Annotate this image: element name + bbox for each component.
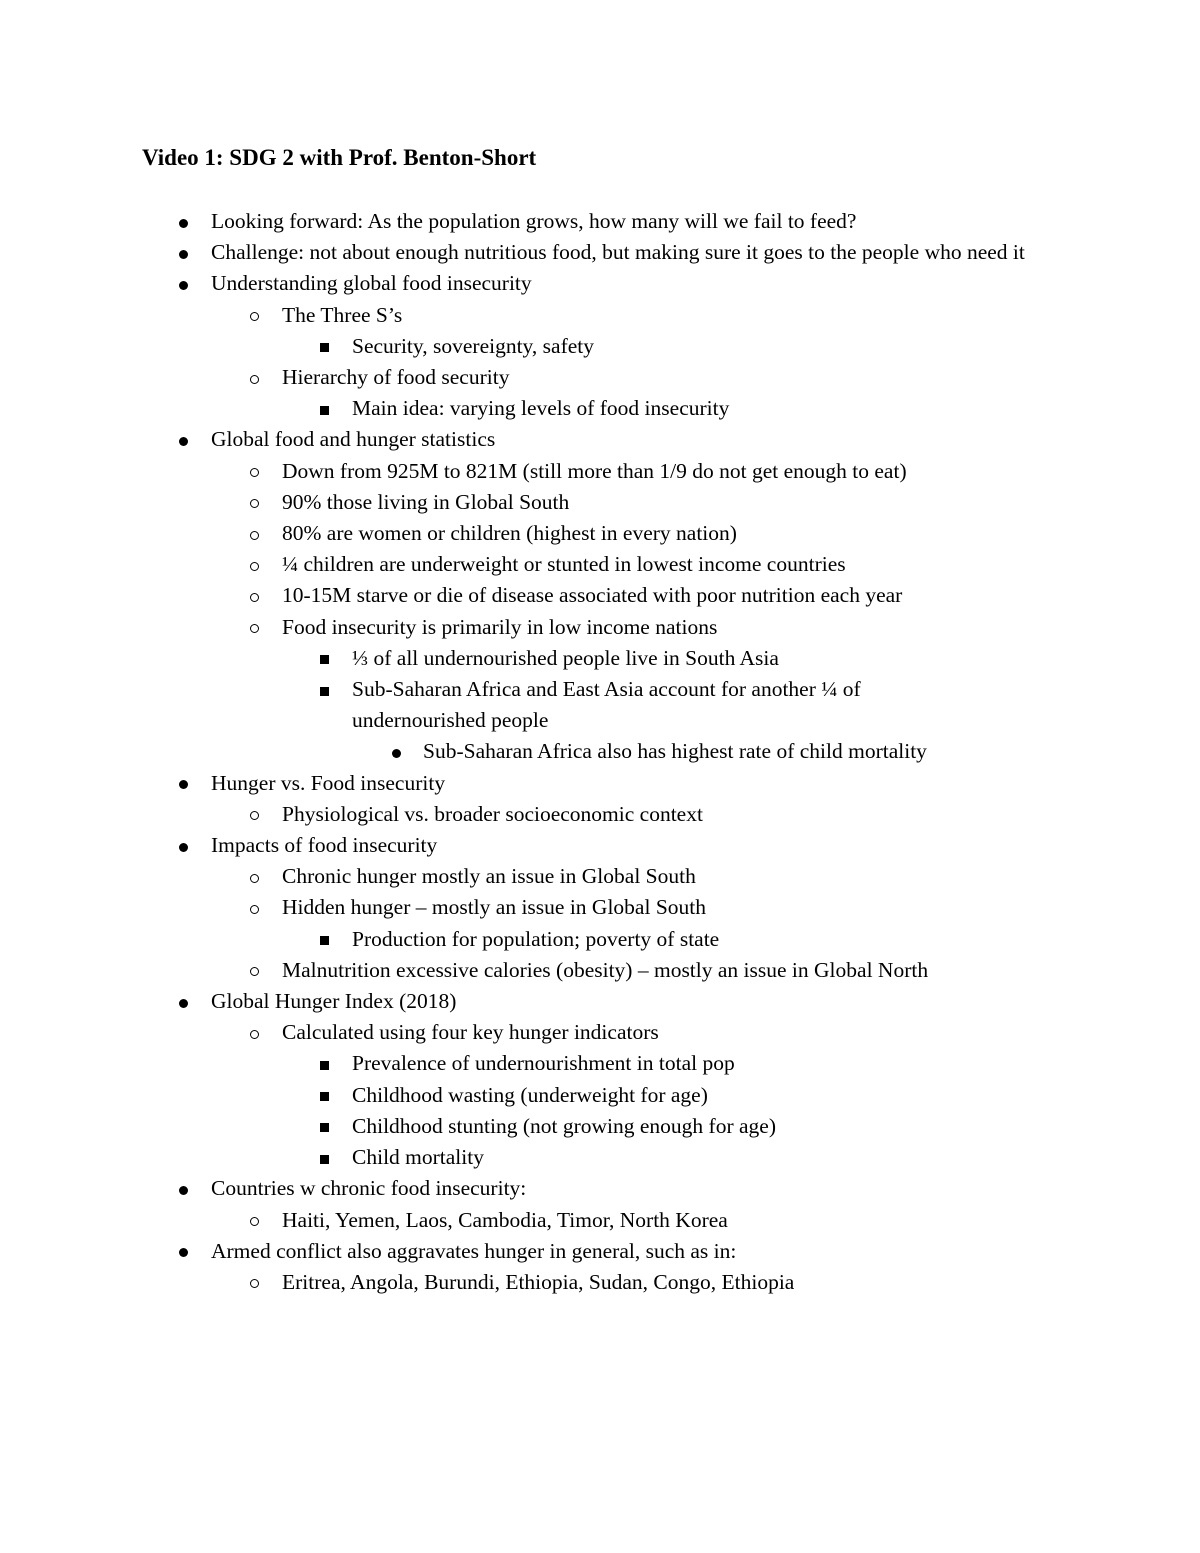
- list-item-text: Countries w chronic food insecurity:: [211, 1176, 527, 1201]
- list-item-text: Sub-Saharan Africa and East Asia account for another ¼ of undernourished people: [352, 677, 861, 733]
- filled-square-bullet-icon: [320, 1048, 329, 1079]
- list-item: [0, 1173, 1200, 1204]
- list-item: [0, 1267, 1200, 1298]
- filled-square-bullet-icon: [320, 1142, 329, 1173]
- list-item-text: Childhood stunting (not growing enough for age): [352, 1113, 776, 1138]
- hollow-circle-bullet-icon: [250, 612, 259, 643]
- filled-square-bullet-icon: [320, 393, 329, 424]
- list-item: [0, 331, 1200, 362]
- list-item-text: The Three S’s: [282, 302, 403, 327]
- filled-square-bullet-icon: [320, 674, 329, 705]
- hollow-circle-bullet-icon: [250, 861, 259, 892]
- list-item-text: Production for population; poverty of state: [352, 926, 720, 951]
- list-item: [0, 674, 1200, 736]
- list-item: [0, 612, 1200, 643]
- filled-circle-bullet-icon: [179, 424, 188, 455]
- filled-square-bullet-icon: [320, 1080, 329, 1111]
- filled-circle-bullet-icon: [179, 206, 188, 237]
- list-item: [0, 300, 1200, 331]
- filled-circle-bullet-icon: [179, 1173, 188, 1204]
- list-item-text: Hidden hunger – mostly an issue in Global South: [282, 895, 706, 920]
- list-item: [0, 799, 1200, 830]
- filled-square-bullet-icon: [320, 331, 329, 362]
- list-item: [0, 1205, 1200, 1236]
- list-item: [0, 924, 1200, 955]
- list-item: [0, 1080, 1200, 1111]
- hollow-circle-bullet-icon: [250, 955, 259, 986]
- list-item: [0, 861, 1200, 892]
- list-item-text: Hierarchy of food security: [282, 365, 510, 390]
- filled-circle-bullet-icon: [179, 768, 188, 799]
- list-item-text: Armed conflict also aggravates hunger in general, such as in:: [211, 1238, 737, 1263]
- hollow-circle-bullet-icon: [250, 892, 259, 923]
- list-item-text: Physiological vs. broader socioeconomic context: [282, 801, 703, 826]
- filled-circle-bullet-icon: [179, 986, 188, 1017]
- list-item-text: Prevalence of undernourishment in total pop: [352, 1051, 735, 1076]
- list-item-text: Global Hunger Index (2018): [211, 989, 457, 1014]
- list-item: [0, 1236, 1200, 1267]
- hollow-circle-bullet-icon: [250, 456, 259, 487]
- list-item-text: ⅓ of all undernourished people live in South Asia: [352, 645, 779, 670]
- hollow-circle-bullet-icon: [250, 362, 259, 393]
- list-item: [0, 892, 1200, 923]
- list-item: [0, 1048, 1200, 1079]
- hollow-circle-bullet-icon: [250, 487, 259, 518]
- filled-circle-bullet-icon: [179, 268, 188, 299]
- list-item: [0, 580, 1200, 611]
- list-item: [0, 986, 1200, 1017]
- list-item: [0, 955, 1200, 986]
- list-item-text: Security, sovereignty, safety: [352, 333, 595, 358]
- list-item: [0, 830, 1200, 861]
- list-item-text: Haiti, Yemen, Laos, Cambodia, Timor, North Korea: [282, 1207, 728, 1232]
- filled-circle-bullet-icon: [179, 1236, 188, 1267]
- list-item-text: Food insecurity is primarily in low income nations: [282, 614, 718, 639]
- list-item-text: Eritrea, Angola, Burundi, Ethiopia, Sudan, Congo, Ethiopia: [282, 1269, 795, 1294]
- list-item: [0, 518, 1200, 549]
- list-item-text: Global food and hunger statistics: [211, 427, 496, 452]
- list-item-text: Main idea: varying levels of food insecurity: [352, 396, 730, 421]
- list-item-text: 90% those living in Global South: [282, 489, 570, 514]
- list-item-text: Malnutrition excessive calories (obesity) – mostly an issue in Global North: [282, 957, 929, 982]
- hollow-circle-bullet-icon: [250, 799, 259, 830]
- list-item-text: 80% are women or children (highest in every nation): [282, 521, 737, 546]
- hollow-circle-bullet-icon: [250, 1267, 259, 1298]
- list-item: [0, 1111, 1200, 1142]
- filled-square-bullet-icon: [320, 1111, 329, 1142]
- list-item-text: Looking forward: As the population grows, how many will we fail to feed?: [211, 209, 857, 233]
- list-item-text: Child mortality: [352, 1145, 484, 1170]
- outline-list: [0, 206, 1200, 1298]
- hollow-circle-bullet-icon: [250, 549, 259, 580]
- list-item: [0, 1142, 1200, 1173]
- list-item: [0, 424, 1200, 455]
- list-item-text: ¼ children are underweight or stunted in lowest income countries: [282, 552, 846, 577]
- filled-square-bullet-icon: [320, 924, 329, 955]
- list-item: [0, 643, 1200, 674]
- list-item: [0, 736, 1200, 767]
- hollow-circle-bullet-icon: [250, 1017, 259, 1048]
- list-item: [0, 362, 1200, 393]
- list-item-text: Impacts of food insecurity: [211, 833, 438, 858]
- list-item-text: Understanding global food insecurity: [211, 271, 532, 296]
- hollow-circle-bullet-icon: [250, 300, 259, 331]
- list-item-text: 10-15M starve or die of disease associated with poor nutrition each year: [282, 583, 903, 608]
- hollow-circle-bullet-icon: [250, 518, 259, 549]
- hollow-circle-bullet-icon: [250, 580, 259, 611]
- document-title: Video 1: SDG 2 with Prof. Benton-Short: [142, 145, 537, 170]
- list-item: [0, 237, 1200, 268]
- list-item: [0, 268, 1200, 299]
- list-item: [0, 549, 1200, 580]
- filled-square-bullet-icon: [320, 643, 329, 674]
- list-item-text: Hunger vs. Food insecurity: [211, 770, 446, 795]
- hollow-circle-bullet-icon: [250, 1205, 259, 1236]
- list-item-text: Chronic hunger mostly an issue in Global South: [282, 864, 696, 889]
- list-item-text: Calculated using four key hunger indicators: [282, 1020, 659, 1045]
- list-item: [0, 768, 1200, 799]
- list-item-text: Challenge: not about enough nutritious food, but making sure it goes to the people who need it: [211, 240, 1025, 265]
- list-item: [0, 206, 1200, 237]
- list-item-text: Childhood wasting (underweight for age): [352, 1082, 708, 1107]
- list-item-text: Sub-Saharan Africa also has highest rate of child mortality: [423, 739, 927, 764]
- list-item: [0, 393, 1200, 424]
- filled-circle-bullet-icon: [179, 237, 188, 268]
- filled-circle-bullet-icon: [392, 736, 401, 767]
- list-item: [0, 487, 1200, 518]
- list-item: [0, 456, 1200, 487]
- list-item: [0, 1017, 1200, 1048]
- filled-circle-bullet-icon: [179, 830, 188, 861]
- list-item-text: Down from 925M to 821M (still more than 1/9 do not get enough to eat): [282, 458, 907, 483]
